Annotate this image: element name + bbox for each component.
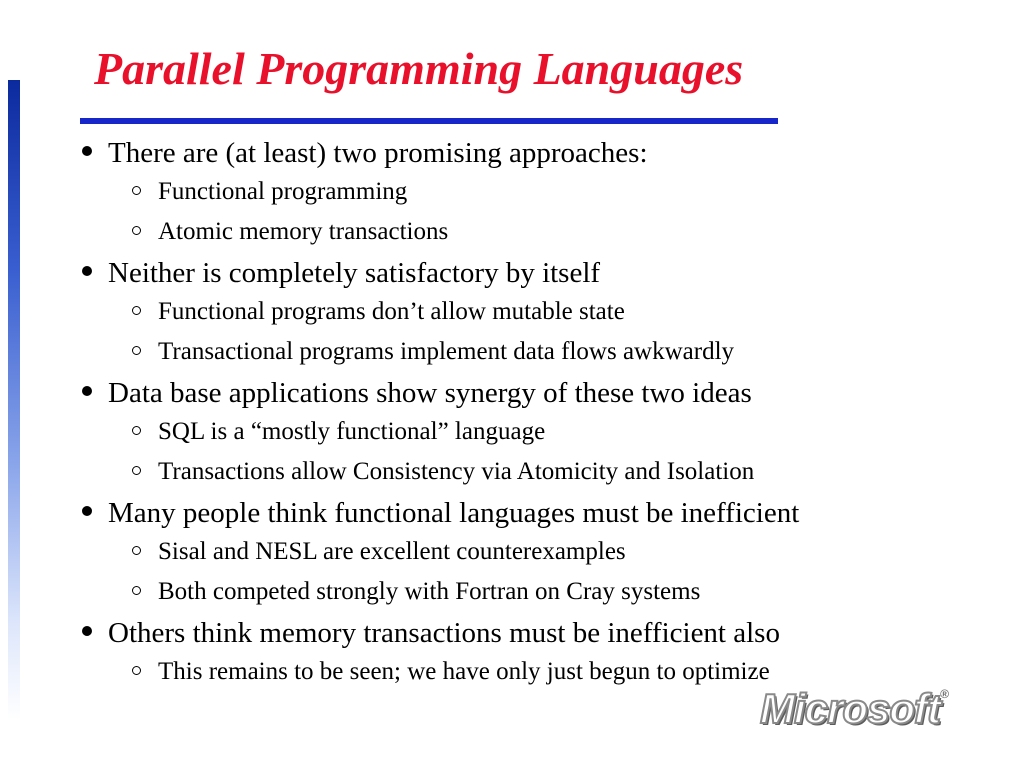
bullet-item: [80, 614, 980, 652]
bullet-text: Neither is completely satisfactory by itself: [108, 257, 601, 289]
hollow-circle-icon: [132, 466, 141, 475]
bullet-item: [80, 254, 980, 292]
sub-bullet-item: [80, 292, 980, 332]
hollow-circle-icon: [132, 346, 141, 355]
sub-bullet-item: [80, 412, 980, 452]
sub-bullet-text: Functional programming: [158, 178, 408, 205]
bullet-item: [80, 134, 980, 172]
microsoft-logo: [760, 685, 948, 732]
hollow-circle-icon: [132, 226, 141, 235]
bullet-dot-icon: [82, 266, 92, 276]
sub-bullet-item: [80, 572, 980, 612]
sub-bullet-text: This remains to be seen; we have only just begun to optimize: [158, 658, 770, 685]
sub-bullet-item: [80, 532, 980, 572]
bullet-list: [80, 132, 980, 692]
hollow-circle-icon: [132, 306, 141, 315]
bullet-item: [80, 494, 980, 532]
logo-text: Microsoft: [760, 685, 940, 732]
bullet-text: Others think memory transactions must be inefficient also: [108, 617, 780, 649]
sub-bullet-text: Transactional programs implement data flows awkwardly: [158, 338, 735, 365]
bullet-dot-icon: [82, 146, 92, 156]
hollow-circle-icon: [132, 586, 141, 595]
sub-bullet-text: Sisal and NESL are excellent counterexamples: [158, 538, 626, 565]
bullet-text: There are (at least) two promising approaches:: [108, 137, 648, 169]
sub-bullet-text: Transactions allow Consistency via Atomicity and Isolation: [158, 458, 755, 485]
slide-title: Parallel Programming Languages: [94, 43, 744, 94]
sub-bullet-item: [80, 452, 980, 492]
bullet-dot-icon: [82, 386, 92, 396]
title-underline: [80, 118, 778, 124]
side-gradient-bar: [8, 80, 20, 720]
bullet-dot-icon: [82, 626, 92, 636]
sub-bullet-text: Atomic memory transactions: [158, 218, 449, 245]
bullet-text: Many people think functional languages must be inefficient: [108, 497, 800, 529]
sub-bullet-item: [80, 212, 980, 252]
hollow-circle-icon: [132, 426, 141, 435]
sub-bullet-text: SQL is a “mostly functional” language: [158, 418, 546, 445]
sub-bullet-item: [80, 172, 980, 212]
hollow-circle-icon: [132, 546, 141, 555]
registered-mark: ®: [940, 687, 948, 701]
hollow-circle-icon: [132, 186, 141, 195]
sub-bullet-text: Both competed strongly with Fortran on Cray systems: [158, 578, 701, 605]
sub-bullet-item: [80, 332, 980, 372]
hollow-circle-icon: [132, 666, 141, 675]
bullet-item: [80, 374, 980, 412]
sub-bullet-text: Functional programs don’t allow mutable state: [158, 298, 625, 325]
bullet-text: Data base applications show synergy of these two ideas: [108, 377, 752, 409]
bullet-dot-icon: [82, 506, 92, 516]
